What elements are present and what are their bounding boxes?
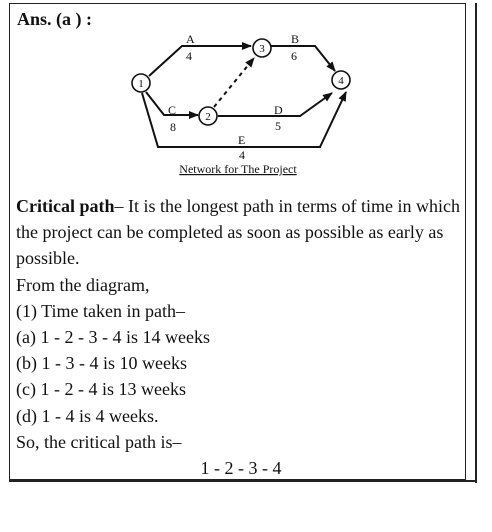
path-item: (c) 1 - 2 - 4 is 13 weeks <box>16 379 186 400</box>
activity-b-duration: 6 <box>291 49 297 63</box>
diagram-caption: Network for The Project <box>179 162 297 176</box>
event-node-3-label: 3 <box>259 43 265 55</box>
answer-heading: Ans. (a ) : <box>17 9 92 29</box>
event-node-3 <box>253 39 271 57</box>
event-node-1-label: 1 <box>138 78 144 90</box>
activity-a-name: A <box>186 32 195 46</box>
definition-paragraph <box>16 193 466 272</box>
event-node-4-label: 4 <box>338 75 344 87</box>
activity-a-arrow <box>149 46 251 76</box>
activity-b-name: B <box>291 32 300 46</box>
answer-body <box>16 193 466 481</box>
project-network-diagram <box>120 30 365 180</box>
activity-e-name: E <box>238 133 246 147</box>
conclusion-line: So, the critical path is– <box>16 431 182 452</box>
activity-d-name: D <box>274 103 283 117</box>
activity-d-duration: 5 <box>275 119 281 133</box>
critical-path-answer: 1 - 2 - 3 - 4 <box>200 458 282 479</box>
activity-c-name: C <box>168 103 177 117</box>
event-node-2 <box>199 107 217 125</box>
critical-path-definition: – It is the longest path in terms of time in which the project can be completed as soon as possible as early as possible. <box>16 196 460 269</box>
diagram-intro: From the diagram, <box>16 274 150 295</box>
event-node-2-label: 2 <box>205 111 211 123</box>
event-node-4 <box>332 71 350 89</box>
path-item: (a) 1 - 2 - 3 - 4 is 14 weeks <box>16 327 210 348</box>
activity-e-duration: 4 <box>239 148 245 162</box>
activity-a-duration: 4 <box>186 49 192 63</box>
time-heading: (1) Time taken in path– <box>16 300 185 321</box>
event-node-1 <box>132 74 150 92</box>
activity-c-duration: 8 <box>170 120 176 134</box>
box-shadow-right <box>475 3 477 483</box>
path-item: (b) 1 - 3 - 4 is 10 weeks <box>16 353 187 374</box>
path-item: (d) 1 - 4 is 4 weeks. <box>16 405 159 426</box>
dummy-activity-arrow <box>214 58 254 107</box>
activity-b-arrow <box>271 46 335 71</box>
critical-path-term: Critical path <box>16 196 115 216</box>
